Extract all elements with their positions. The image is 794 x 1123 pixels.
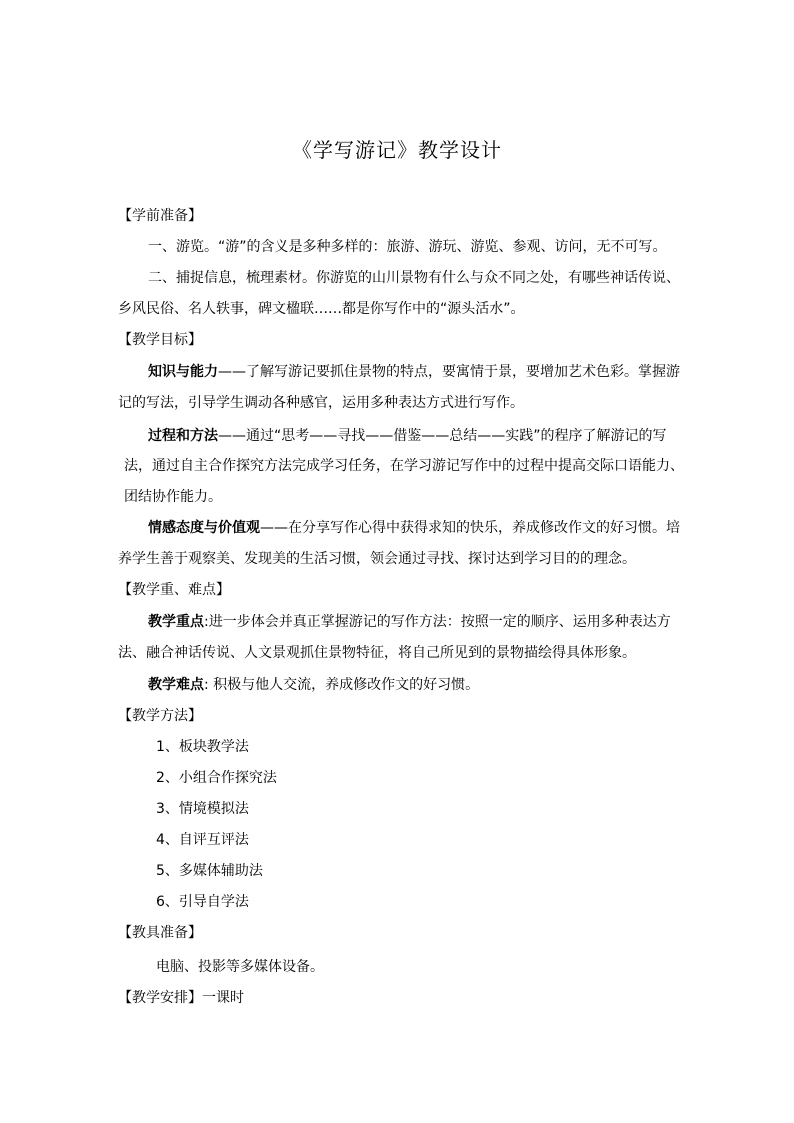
difficulty-label: 教学难点 (148, 677, 204, 693)
method-item: 6、引导自学法 (156, 894, 249, 910)
prep-paragraph-2-line-2: 乡风民俗、名人轶事，碑文楹联……都是你写作中的“源头活水”。 (118, 301, 525, 317)
method-item: 4、自评互评法 (156, 832, 249, 848)
difficulty-line (148, 675, 479, 695)
goal-process-line-3: 团结协作能力。 (124, 489, 222, 505)
focus-line-1 (148, 612, 671, 632)
section-heading-goals: 【教学目标】 (118, 332, 202, 348)
goal-emotion-line-1 (148, 518, 680, 538)
tools-text: 电脑、投影等多媒体设备。 (156, 959, 324, 975)
schedule-line (118, 988, 244, 1008)
goal-process-label: 过程和方法 (148, 428, 218, 444)
prep-paragraph-1: 一、游览。“游”的含义是多种多样的：旅游、游玩、游览、参观、访问，无不可写。 (148, 239, 667, 255)
goal-knowledge-line-2: 记的写法，引导学生调动各种感官，运用多种表达方式进行写作。 (118, 395, 524, 411)
goal-emotion-label: 情感态度与价值观 (148, 520, 260, 536)
goal-knowledge-line-1 (148, 362, 680, 382)
prep-paragraph-2-line-1: 二、捕捉信息，梳理素材。你游览的山川景物有什么与众不同之处，有哪些神话传说、 (148, 270, 680, 286)
method-item: 5、多媒体辅助法 (156, 863, 263, 879)
focus-label: 教学重点 (148, 614, 204, 630)
goal-emotion-text: ——在分享写作心得中获得求知的快乐，养成修改作文的好习惯。培 (260, 520, 680, 536)
section-heading-keypoints: 【教学重、难点】 (118, 582, 230, 598)
goal-process-line-2: 法，通过自主合作探究方法完成学习任务，在学习游记写作中的过程中提高交际口语能力、 (124, 458, 684, 474)
method-item: 3、情境模拟法 (156, 801, 249, 817)
goal-process-text: ——通过“思考——寻找——借鉴——总结——实践”的程序了解游记的写 (218, 428, 667, 444)
document-title: 《学写游记》教学设计 (292, 138, 502, 162)
section-heading-schedule: 【教学安排】 (118, 990, 202, 1006)
goal-emotion-line-2: 养学生善于观察美、发现美的生活习惯，领会通过寻找、探讨达到学习目的的理念。 (118, 551, 636, 567)
goal-knowledge-text: ——了解写游记要抓住景物的特点，要寓情于景，要增加艺术色彩。掌握游 (218, 364, 680, 380)
difficulty-text: : 积极与他人交流，养成修改作文的好习惯。 (204, 677, 480, 693)
section-heading-prep: 【学前准备】 (118, 208, 202, 224)
method-item: 2、小组合作探究法 (156, 770, 277, 786)
section-heading-methods: 【教学方法】 (118, 708, 202, 724)
focus-text: :进一步体会并真正掌握游记的写作方法：按照一定的顺序、运用多种表达方 (204, 614, 671, 630)
method-item: 1、板块教学法 (156, 739, 249, 755)
section-heading-tools: 【教具准备】 (118, 925, 202, 941)
goal-process-line-1 (148, 426, 667, 446)
focus-line-2: 法、融合神话传说、人文景观抓住景物特征，将自己所见到的景物描绘得具体形象。 (118, 645, 636, 661)
schedule-text: 一课时 (202, 990, 244, 1006)
goal-knowledge-label: 知识与能力 (148, 364, 218, 380)
